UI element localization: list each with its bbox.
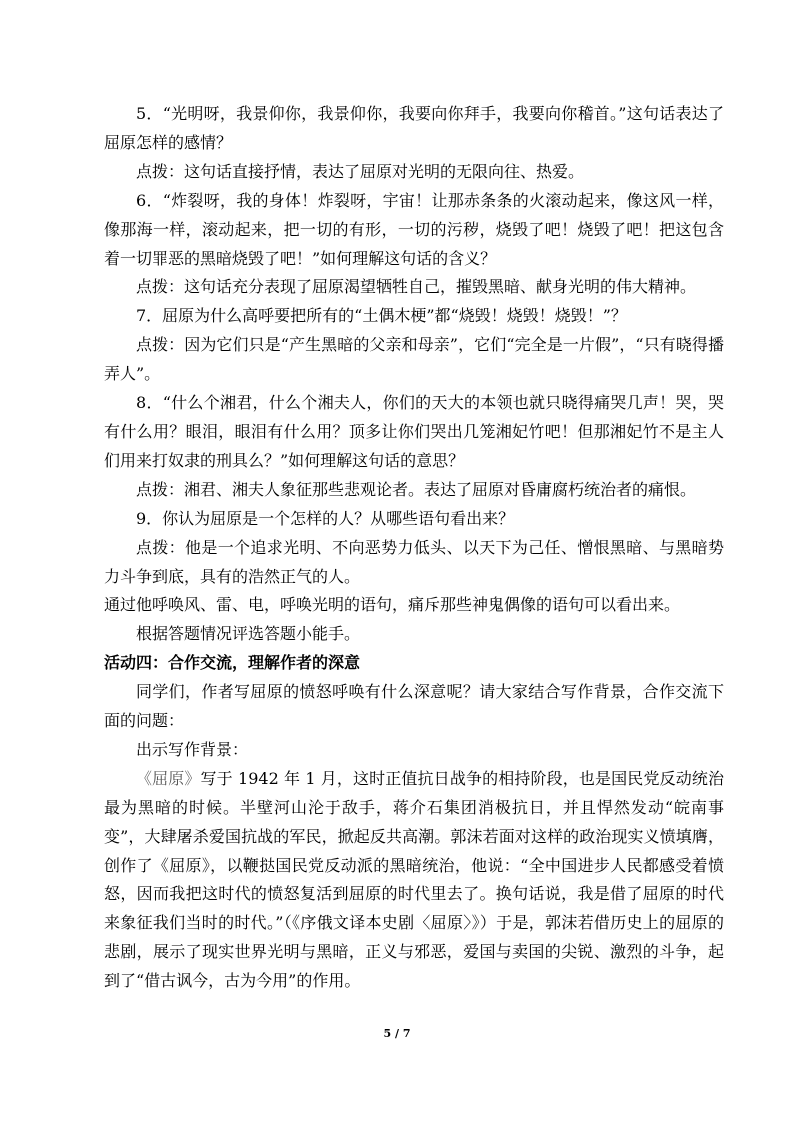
book-title: 《屈原》 <box>136 768 201 788</box>
answer-7: 点拨：因为它们只是“产生黑暗的父亲和母亲”，它们“完全是一片假”，“只有晓得播弄人”。 <box>104 335 724 384</box>
background-text: 写于 1942 年 1 月，这时正值抗日战争的相持阶段，也是国民党反动统治最为黑暗的时候。半壁河山沦于敌手，蒋介石集团消极抗日，并且悍然发动“皖南事变”，大肆屠杀爱国抗战的军民，掀起反共高潮。郭沫若面对这样的政治现实义愤填膺，创作了《屈原》，以鞭挞国民党反动派的黑暗统治，他说：“全中国进步人民都感受着愤怒，因而我把这时代的愤怒复活到屈原的时代里去了。换句话说，我是借了屈原的时代来象征我们当时的时代。”（《序俄文译本史剧〈屈原〉》）于是，郭沫若借历史上的屈原的悲剧，展示了现实世界光明与黑暗，正义与邪恶，爱国与卖国的尖锐、激烈的斗争，起到了“借古讽今，古为今用”的作用。 <box>104 768 724 991</box>
answer-9-continued: 通过他呼唤风、雷、电，呼唤光明的语句，痛斥那些神鬼偶像的语句可以看出来。 <box>104 595 681 615</box>
answer-6: 点拨：这句话充分表现了屈原渴望牺牲自己，摧毁黑暗、献身光明的伟大精神。 <box>136 277 697 297</box>
question-9: 9．你认为屈原是一个怎样的人？从哪些语句看出来？ <box>136 508 515 528</box>
answer-5: 点拨：这句话直接抒情，表达了屈原对光明的无限向往、热爱。 <box>136 161 585 181</box>
question-8: 8．“什么个湘君，什么个湘夫人，你们的天大的本领也就只晓得痛哭几声！哭，哭有什么用？眼泪，眼泪有什么用？顶多让你们哭出几笼湘妃竹吧！但那湘妃竹不是主人们用来打奴隶的刑具么？”如何理解这句话的意思？ <box>104 393 724 470</box>
activity-heading: 活动四：合作交流，理解作者的深意 <box>104 653 361 673</box>
question-5: 5．“光明呀，我景仰你，我景仰你，我要向你拜手，我要向你稽首。”这句话表达了屈原怎样的感情？ <box>104 104 724 152</box>
background-label: 出示写作背景： <box>136 739 249 759</box>
document-body <box>104 100 724 996</box>
page-number: 5 / 7 <box>383 1027 411 1040</box>
answer-9: 点拨：他是一个追求光明、不向恶势力低头、以天下为己任、憎恨黑暗、与黑暗势力斗争到底，具有的浩然正气的人。 <box>104 537 724 586</box>
activity-intro: 同学们，作者写屈原的愤怒呼唤有什么深意呢？请大家结合写作背景，合作交流下面的问题： <box>104 682 724 731</box>
question-6: 6．“炸裂呀，我的身体！炸裂呀，宇宙！让那赤条条的火滚动起来，像这风一样，像那海一样，滚动起来，把一切的有形，一切的污秽，烧毁了吧！烧毁了吧！把这包含着一切罪恶的黑暗烧毁了吧！”如何理解这句话的含义？ <box>104 190 724 268</box>
award-note: 根据答题情况评选答题小能手。 <box>136 624 361 644</box>
question-7: 7．屈原为什么高呼要把所有的“土偶木梗”都“烧毁！烧毁！烧毁！”？ <box>136 306 627 326</box>
answer-8: 点拨：湘君、湘夫人象征那些悲观论者。表达了屈原对昏庸腐朽统治者的痛恨。 <box>136 479 697 499</box>
background-paragraph <box>104 765 724 996</box>
